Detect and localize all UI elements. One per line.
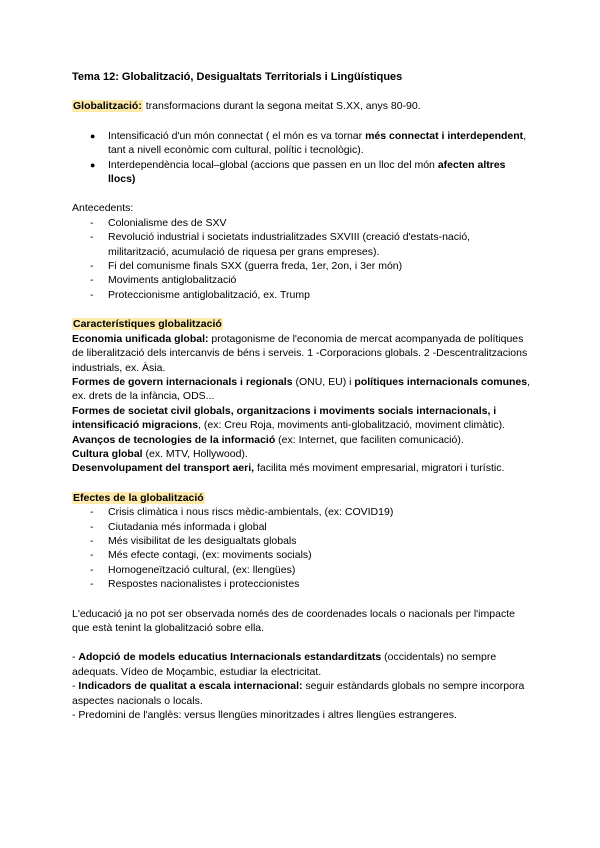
list-item: - Ciutadania més informada i global: [72, 520, 532, 534]
list-item: - Proteccionisme antiglobalització, ex. Trump: [72, 288, 532, 302]
bullet-item: ● Intensificació d'un món connectat ( el món es va tornar més connectat i interdependent, tant a nivell econòmic com cultural, polític i tecnològic).: [72, 129, 532, 158]
efectes-heading: Efectes de la globalització: [73, 491, 204, 504]
caracteristiques-section: [72, 317, 532, 331]
list-item: - Colonialisme des de SXV: [72, 216, 532, 230]
list-item: - Moviments antiglobalització: [72, 273, 532, 287]
antecedents-heading: Antecedents:: [72, 202, 134, 215]
caracteristiques-heading: Característiques globalització: [73, 318, 222, 331]
list-item: - Homogeneïtzació cultural, (ex: llengües): [72, 563, 532, 577]
intro-paragraph: [72, 99, 532, 113]
list-item: - Més efecte contagi, (ex: moviments socials): [72, 548, 532, 562]
list-item: - Més visibilitat de les desigualtats globals: [72, 534, 532, 548]
intro-label: Globalització:: [73, 100, 142, 113]
list-item: - Fi del comunisme finals SXX (guerra freda, 1er, 2on, i 3er món): [72, 259, 532, 273]
antecedents-list: [72, 216, 532, 302]
paragraph: Cultura global (ex. MTV, Hollywood).: [72, 447, 248, 460]
document-page: [72, 70, 532, 722]
intro-bullets: [72, 129, 532, 187]
educacio-paragraph: L'educació ja no pot ser observada només des de coordenades locals o nacionals per l'impacte que està tenint la globalització sobre ella.: [72, 607, 515, 634]
paragraph: Formes de societat civil globals, organitzacions i moviments socials internacionals, i intensificació migracions, (ex: Creu Roja, moviments anti-globalització, moviment climàtic).: [72, 404, 505, 432]
paragraph: - Indicadors de qualitat a escala internacional: seguir estàndards globals no sempre incorpora aspectes nacionals o locals.: [72, 680, 525, 707]
paragraph: Desenvolupament del transport aeri, facilita més moviment empresarial, migratori i turístic.: [72, 462, 505, 475]
page-title: Tema 12: Globalització, Desigualtats Territorials i Lingüístiques: [72, 71, 403, 83]
paragraph: Economia unificada global: protagonisme de l'economia de mercat acompanyada de polítiques de liberalització dels intercanvis de béns i serveis. 1 -Corporacions globals. 2 -Descentralitzacions industrials, ex. Àsia.: [72, 332, 528, 374]
paragraph: - Predomini de l'anglès: versus llengües minoritzades i altres llengües estrangeres.: [72, 709, 457, 722]
list-item: - Revolució industrial i societats industrialitzades SXVIII (creació d'estats-nació, militarització, acumulació de riquesa per grans empreses).: [72, 230, 532, 259]
paragraph: - Adopció de models educatius Internacionals estandarditzats (occidentals) no sempre adequats. Vídeo de Moçambic, estudiar la electricitat.: [72, 651, 497, 678]
bullet-item: ● Interdependència local–global (accions que passen en un lloc del món afecten altres llocs): [72, 158, 532, 187]
paragraph: Formes de govern internacionals i regionals (ONU, EU) i polítiques internacionals comunes, ex. drets de la infància, ODS...: [72, 375, 531, 403]
list-item: - Crisis climàtica i nous riscs mèdic-ambientals, (ex: COVID19): [72, 505, 532, 519]
list-item: - Respostes nacionalistes i proteccionistes: [72, 577, 532, 591]
efectes-section: [72, 491, 532, 505]
intro-text: transformacions durant la segona meitat S.XX, anys 80-90.: [142, 100, 421, 113]
paragraph: Avanços de tecnologies de la informació (ex: Internet, que faciliten comunicació).: [72, 433, 464, 446]
efectes-list: [72, 505, 532, 591]
